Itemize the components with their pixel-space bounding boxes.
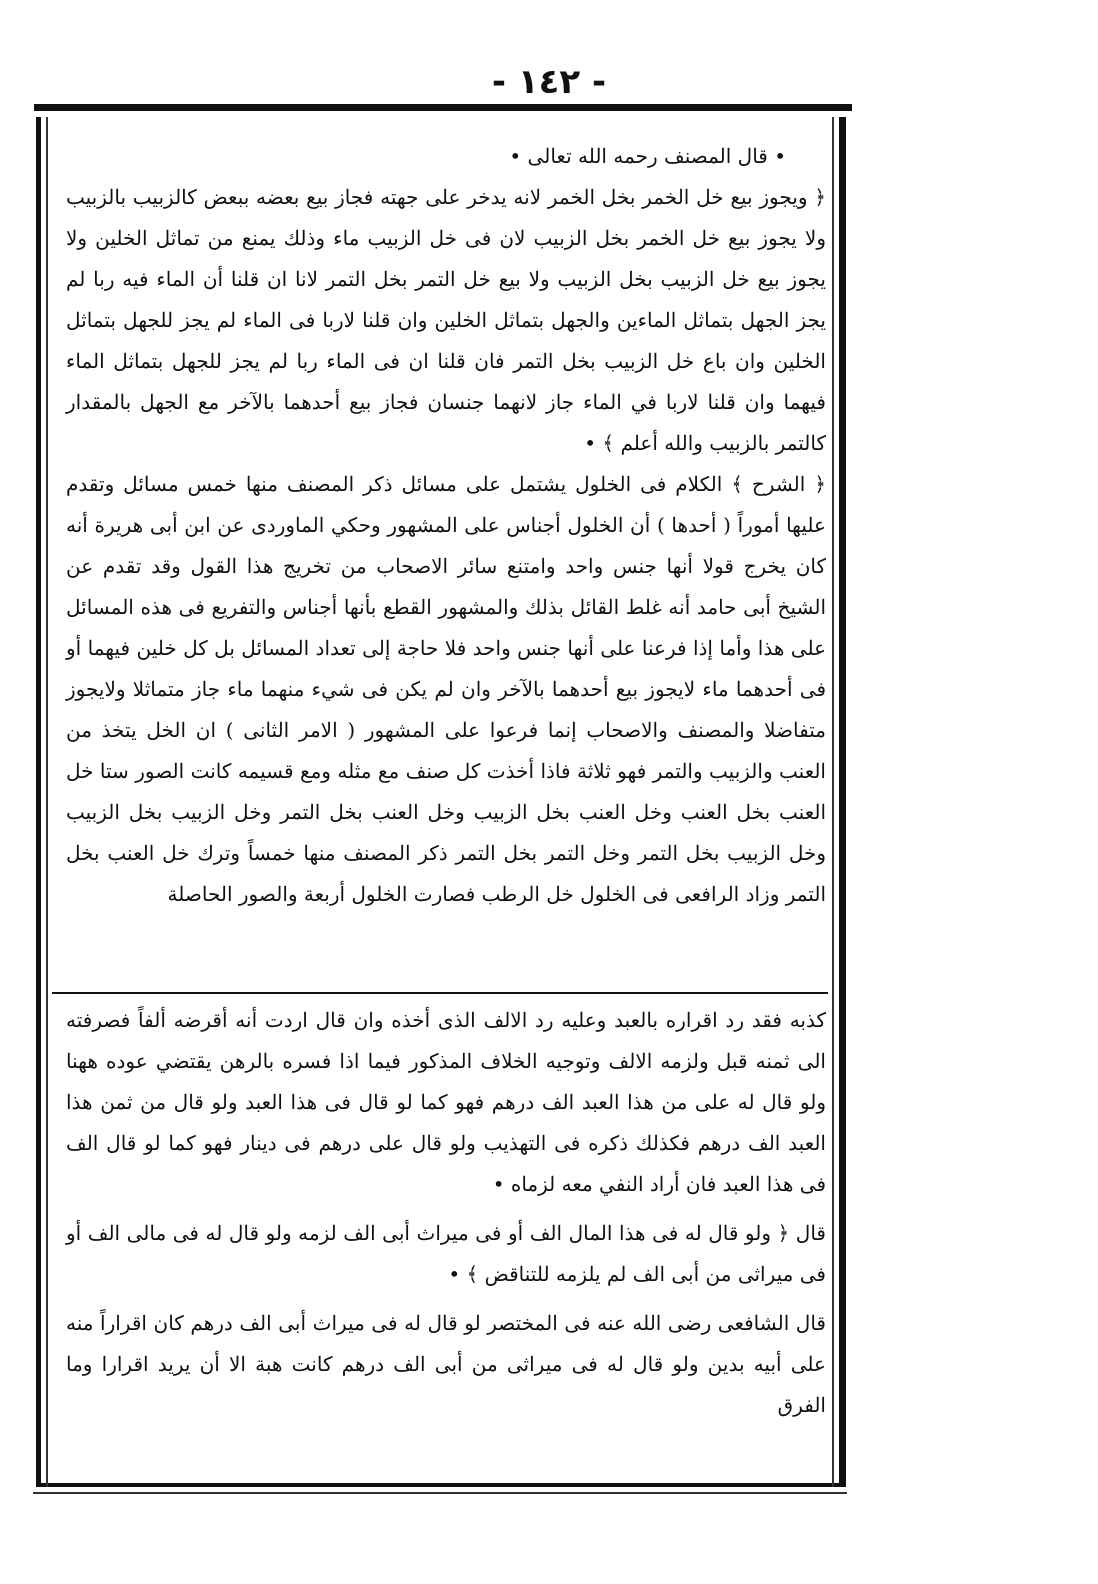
footnote-paragraph: قال ﴿ ولو قال له فى هذا المال الف أو فى ميراث أبى الف لزمه ولو قال له فى مالى الف أو فى ميراثى من أبى الف لم يلزمه للتناقض ﴾ • <box>66 1221 826 1286</box>
paragraph-gap <box>66 1295 826 1303</box>
footnote-text <box>66 1000 826 1426</box>
main-text <box>66 136 826 915</box>
matn-paragraph: ﴿ ويجوز بيع خل الخمر بخل الخمر لانه يدخر على جهته فجاز بيع بعضه ببعض كالزبيب بالزبيب ولا يجوز بيع خل الخمر بخل الزبيب لان فى خل الزبيب ماء وذلك يمنع من تماثل الخلين ولا يجوز بيع خل الزبيب بخل الزبيب ولا بيع خل التمر بخل التمر لانا ان قلنا أن الماء فيه ربا لم يجز الجهل بتماثل الماءين والجهل بتماثل الخلين وان قلنا لاربا فى الماء لم يجز للجهل بتماثل الخلين وان باع خل الزبيب بخل التمر فان قلنا ان فى الماء ربا لم يجز للجهل بتماثل الماء فيهما وان قلنا لاربا في الماء جاز لانهما جنسان فجاز بيع أحدهما بالآخر مع الجهل بالمقدار كالتمر بالزبيب والله أعلم ﴾ • <box>66 185 826 455</box>
heading-line: • قال المصنف رحمه الله تعالى • <box>509 144 786 168</box>
paragraph-gap <box>66 1205 826 1213</box>
inner-left-rule <box>46 117 48 1487</box>
sharh-paragraph: ﴿ الشرح ﴾ الكلام فى الخلول يشتمل على مسائل ذكر المصنف منها خمس مسائل وتقدم عليها أموراً ( أحدها ) أن الخلول أجناس على المشهور وحكي الماوردى عن ابن أبى هريرة أنه كان يخرج قولا أنها جنس واحد وامتنع سائر الاصحاب من تخريج هذا القول وقد تقدم عن الشيخ أبى حامد أنه غلط القائل بذلك والمشهور القطع بأنها أجناس والتفريع فى هذه المسائل على هذا وأما إذا فرعنا على أنها جنس واحد فلا حاجة إلى تعداد المسائل بل كل خلين فيهما أو فى أحدهما ماء لايجوز بيع أحدهما بالآخر وان لم يكن فى شيء منهما ماء جاز متماثلا ولايجوز متفاضلا والمصنف والاصحاب إنما فرعوا على المشهور ( الامر الثانى ) ان الخل يتخذ من العنب والزبيب والتمر فهو ثلاثة فاذا أخذت كل صنف مع مثله ومع قسيمه كانت الصور ستا خل العنب بخل العنب وخل العنب بخل الزبيب وخل العنب بخل التمر وخل الزبيب بخل الزبيب وخل الزبيب بخل التمر وخل التمر بخل التمر ذكر المصنف منها خمساً وترك خل العنب بخل التمر وزاد الرافعى فى الخلول خل الرطب فصارت الخلول أربعة والصور الحاصلة <box>66 472 826 906</box>
footnote-paragraph: كذبه فقد رد اقراره بالعبد وعليه رد الالف الذى أخذه وان قال اردت أنه أقرضه ألفاً فصرفته الى ثمنه قبل ولزمه الالف وتوجيه الخلاف المذكور فيما اذا فسره بالرهن يقتضي عوده ههنا ولو قال له على من هذا العبد الف درهم فهو كما لو قال فى هذا العبد ولو قال من ثمن هذا العبد الف درهم فكذلك ذكره فى التهذيب ولو قال على درهم فى دينار فهو كما لو قال الف فى هذا العبد فان أراد النفي معه لزماه • <box>66 1008 826 1196</box>
footnote-divider <box>52 992 828 994</box>
inner-right-rule <box>832 117 834 1487</box>
footnote-paragraph: قال الشافعى رضى الله عنه فى المختصر لو قال له فى ميراث أبى الف درهم كان اقراراً منه على أبيه بدين ولو قال له فى ميراثى من أبى الف درهم كانت هبة الا أن يريد اقرارا وما الفرق <box>66 1311 826 1417</box>
page-number: - ١٤٢ - <box>491 62 607 102</box>
top-rule <box>34 104 852 111</box>
